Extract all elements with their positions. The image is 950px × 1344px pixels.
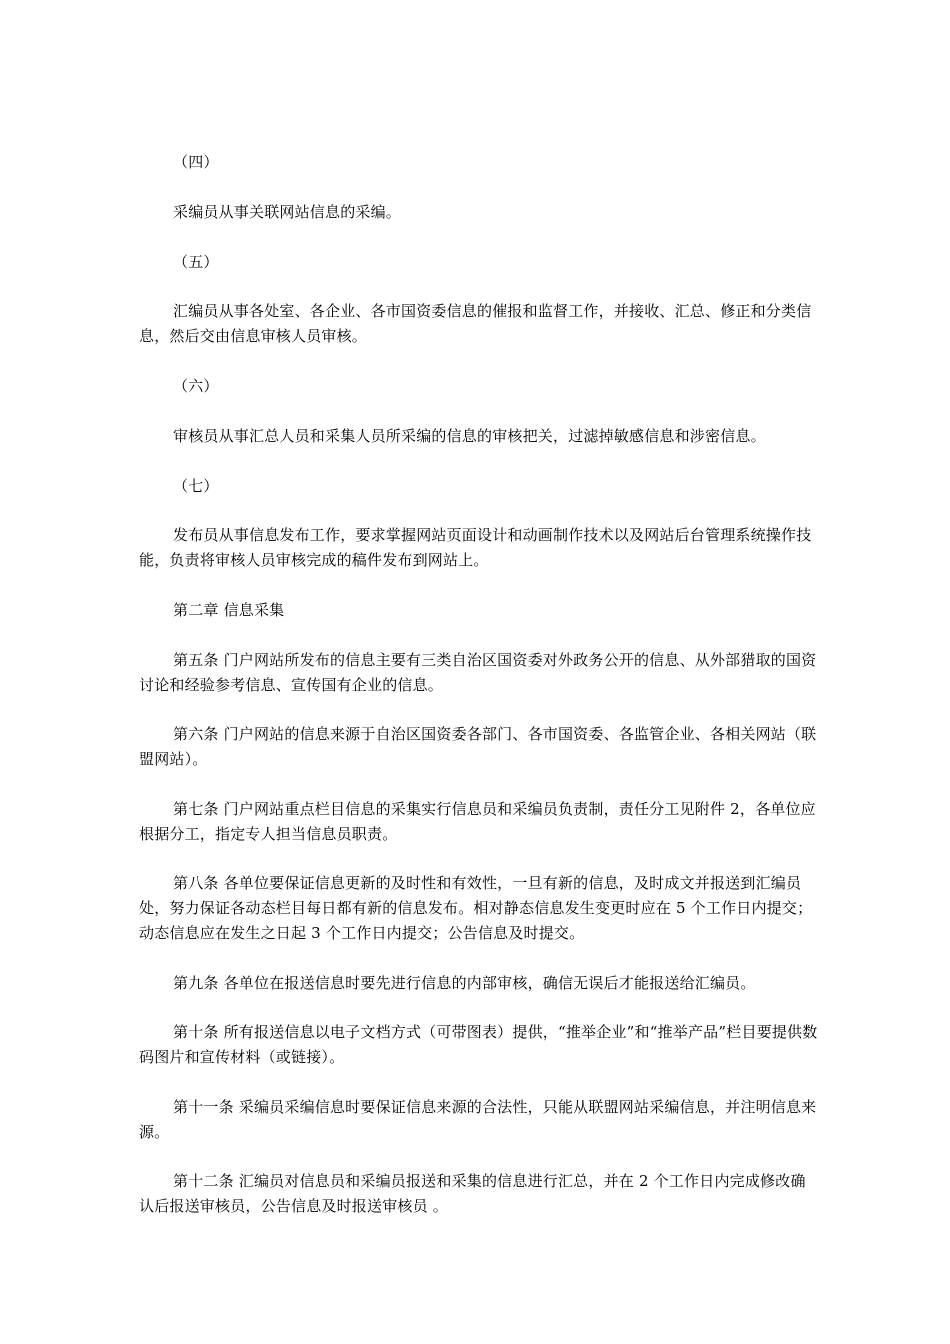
chapter-heading: 第二章 信息采集 — [173, 601, 285, 619]
article-7: 第七条 门户网站重点栏目信息的采集实行信息员和采编员负责制，责任分工见附件 2，各单位应根据分工，指定专人担当信息员职责。 — [139, 800, 816, 843]
article-11: 第十一条 采编员采编信息时要保证信息来源的合法性，只能从联盟网站采编信息，并注明信息来源。 — [139, 1098, 817, 1141]
article-9: 第九条 各单位在报送信息时要先进行信息的内部审核，确信无误后才能报送给汇编员。 — [173, 974, 756, 992]
article-8: 第八条 各单位要保证信息更新的及时性和有效性，一旦有新的信息，及时成文并报送到汇编员处，努力保证各动态栏目每日都有新的信息发布。相对静态信息发生变更时应在 5 个工作日内提交；动态信息应在发生之日起 3 个工作日内提交；公告信息及时提交。 — [139, 874, 813, 942]
item-marker-4: （四） — [173, 153, 219, 171]
paragraph-compiler-role: 汇编员从事各处室、各企业、各市国资委信息的催报和监督工作，并接收、汇总、修正和分类信息，然后交由信息审核人员审核。 — [139, 302, 812, 345]
paragraph-reviewer-role: 审核员从事汇总人员和采集人员所采编的信息的审核把关，过滤掉敏感信息和涉密信息。 — [173, 427, 766, 445]
article-12: 第十二条 汇编员对信息员和采编员报送和采集的信息进行汇总，并在 2 个工作日内完成修改确认后报送审核员，公告信息及时报送审核员 。 — [139, 1172, 806, 1215]
item-marker-5: （五） — [173, 253, 219, 271]
article-6: 第六条 门户网站的信息来源于自治区国资委各部门、各市国资委、各监管企业、各相关网站（联盟网站）。 — [139, 725, 817, 768]
article-10: 第十条 所有报送信息以电子文档方式（可带图表）提供，“推举企业”和“推举产品”栏目要提供数码图片和宣传材料（或链接）。 — [139, 1023, 818, 1066]
paragraph-publisher-role: 发布员从事信息发布工作，要求掌握网站页面设计和动画制作技术以及网站后台管理系统操作技能，负责将审核人员审核完成的稿件发布到网站上。 — [139, 526, 812, 569]
item-marker-7: （七） — [173, 477, 219, 495]
item-marker-6: （六） — [173, 377, 219, 395]
paragraph-collector-role: 采编员从事关联网站信息的采编。 — [173, 203, 402, 221]
article-5: 第五条 门户网站所发布的信息主要有三类自治区国资委对外政务公开的信息、从外部猎取的国资讨论和经验参考信息、宣传国有企业的信息。 — [139, 651, 817, 694]
